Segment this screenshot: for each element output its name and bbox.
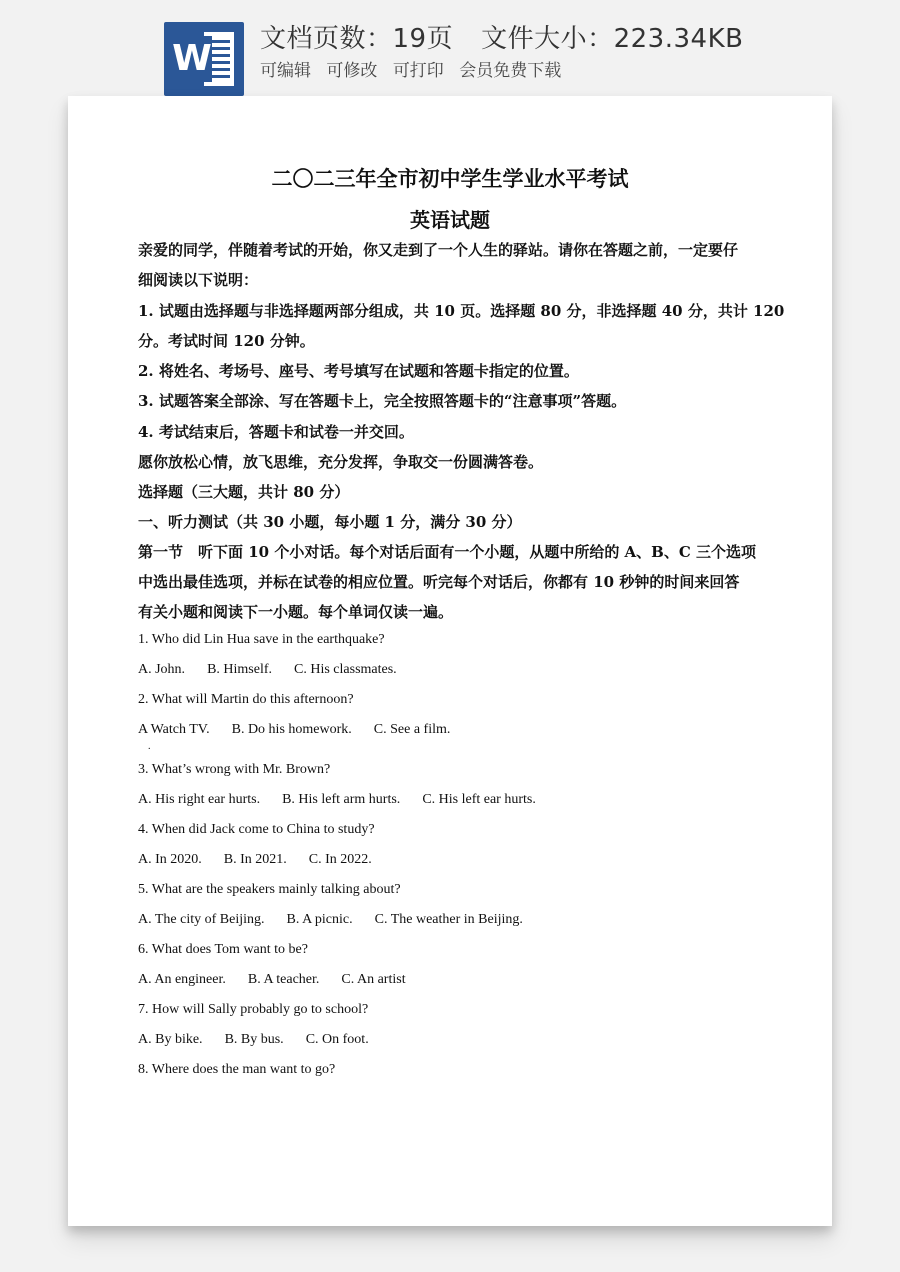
option: A. John. [138, 662, 186, 677]
option: B. In 2021. [223, 852, 287, 867]
instruction-1: 1. 试题由选择题与非选择题两部分组成，共 10 页。选择题 80 分，非选择题 40 分，共计 120 [138, 302, 785, 320]
options-4 [138, 852, 768, 868]
feature-member-download: 会员免费下载 [459, 61, 562, 81]
intro-line: 细阅读以下说明： [138, 271, 259, 289]
question-6: 6. What does Tom want to be? [138, 942, 308, 957]
options-3 [138, 792, 768, 808]
instruction-3: 3. 试题答案全部涂、写在答题卡上，完全按照答题卡的“注意事项”答题。 [138, 392, 627, 410]
feature-modifiable: 可修改 [326, 61, 378, 81]
exam-subtitle: 英语试题 [410, 208, 490, 232]
option: B. Himself. [207, 662, 273, 677]
option: B. His left arm hurts. [282, 792, 401, 807]
word-document-icon [164, 22, 244, 96]
option: B. Do his homework. [231, 722, 352, 737]
option: A. An engineer. [138, 972, 226, 987]
option: A Watch TV. [138, 722, 210, 737]
option: A. In 2020. [138, 852, 202, 867]
question-1: 1. Who did Lin Hua save in the earthquake? [138, 632, 385, 647]
instruction-1-cont: 分。考试时间 120 分钟。 [138, 332, 315, 350]
wish-line: 愿你放松心情，放飞思维，充分发挥，争取交一份圆满答卷。 [138, 453, 544, 471]
question-2: 2. What will Martin do this afternoon? [138, 692, 354, 707]
feature-editable: 可编辑 [260, 61, 311, 81]
option: C. In 2022. [308, 852, 372, 867]
question-3: 3. What’s wrong with Mr. Brown? [138, 762, 331, 777]
options-1 [138, 662, 768, 678]
option: C. The weather in Beijing. [374, 912, 523, 927]
part1-directions: 中选出最佳选项，并标在试卷的相应位置。听完每个对话后，你都有 10 秒钟的时间来回答 [138, 573, 740, 591]
stray-mark: . [148, 741, 151, 752]
question-7: 7. How will Sally probably go to school? [138, 1002, 369, 1017]
file-size: 文件大小：223.34KB [481, 24, 744, 54]
section-heading: 选择题（三大题，共计 80 分） [138, 483, 350, 501]
feature-list [260, 56, 571, 81]
listening-heading: 一、听力测试（共 30 小题，每小题 1 分，满分 30 分） [138, 513, 522, 531]
option: C. See a film. [373, 722, 451, 737]
part1-directions: 有关小题和阅读下一小题。每个单词仅读一遍。 [138, 603, 454, 621]
intro-line: 亲爱的同学，伴随着考试的开始，你又走到了一个人生的驿站。请你在答题之前，一定要仔 [138, 241, 739, 259]
option: A. By bike. [138, 1032, 203, 1047]
question-4: 4. When did Jack come to China to study? [138, 822, 375, 837]
option: B. By bus. [224, 1032, 284, 1047]
option: C. His classmates. [294, 662, 397, 677]
feature-printable: 可打印 [392, 61, 444, 81]
file-meta [260, 18, 743, 55]
instruction-2: 2. 将姓名、考场号、座号、考号填写在试题和答题卡指定的位置。 [138, 362, 579, 380]
part1-directions: 第一节 听下面 10 个小对话。每个对话后面有一个小题，从题中所给的 A、B、C 三个选项 [138, 543, 757, 561]
option: A. His right ear hurts. [138, 792, 261, 807]
option: C. An artist [341, 972, 406, 987]
page-count: 文档页数：19页 [260, 24, 454, 54]
options-5 [138, 912, 768, 928]
question-8: 8. Where does the man want to go? [138, 1062, 336, 1077]
exam-title: 二〇二三年全市初中学生学业水平考试 [271, 166, 629, 191]
options-7 [138, 1032, 768, 1048]
option: C. On foot. [305, 1032, 369, 1047]
download-banner [0, 0, 900, 100]
document-page [68, 96, 832, 1226]
instruction-4: 4. 考试结束后，答题卡和试卷一并交回。 [138, 423, 414, 441]
option: A. The city of Beijing. [138, 912, 265, 927]
word-letter: W [172, 36, 212, 82]
options-6 [138, 972, 768, 988]
option: C. His left ear hurts. [422, 792, 536, 807]
option: B. A picnic. [286, 912, 353, 927]
option: B. A teacher. [247, 972, 320, 987]
options-2 [138, 722, 768, 738]
question-5: 5. What are the speakers mainly talking about? [138, 882, 401, 897]
